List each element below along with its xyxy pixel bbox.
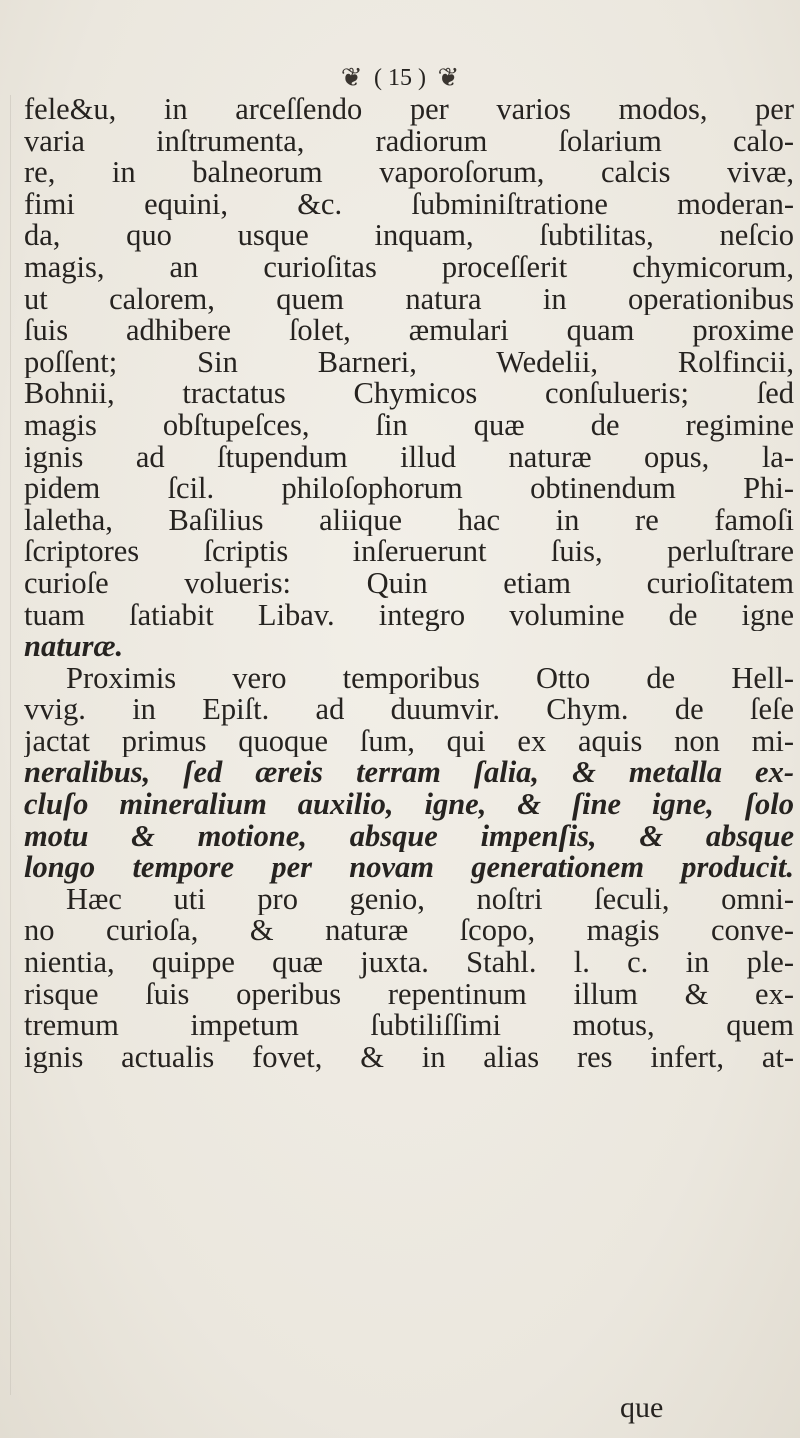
text-line: no curioſa, & naturæ ſcopo, magis conve- [24,915,794,948]
text-line: ſcriptores ſcriptis inſeruerunt ſuis, perluſtrare [24,536,794,568]
text-line: pidem ſcil. philoſophorum obtinendum Phi- [24,473,794,505]
page-header [0,56,800,98]
text-line: tremum impetum ſubtiliſſimi motus, quem [24,1010,794,1042]
page-number: ( 15 ) [374,65,426,92]
text-line: naturæ. [24,631,124,663]
page-margin-shadow [10,95,11,1395]
text-line: tuam ſatiabit Libav. integro volumine de igne [24,599,794,632]
text-line: curioſe volueris: Quin etiam curioſitatem [24,567,794,600]
text-line: Bohnii, tractatus Chymicos conſulueris; ſed [24,378,794,410]
text-line: fele&u, in arceſſendo per varios modos, per [24,94,794,126]
catchword: que [620,1391,664,1424]
text-line: motu & motione, absque impenſis, & absque [24,820,794,853]
text-line: re, in balneorum vaporoſorum, calcis vivæ, [24,157,794,189]
text-line: da, quo usque inquam, ſubtilitas, neſcio [24,220,794,252]
text-line: poſſent; Sin Barneri, Wedelii, Rolfincii, [24,346,794,379]
text-line: varia inſtrumenta, radiorum ſolarium calo- [24,125,794,158]
text-line: fimi equini, &c. ſubminiſtratione moderan- [24,188,794,221]
text-line: jactat primus quoque ſum, qui ex aquis non mi- [24,725,794,758]
text-line: magis obſtupeſces, ſin quæ de regimine [24,409,794,442]
right-ornament-icon: ❦ [437,63,460,93]
text-line: ſuis adhibere ſolet, æmulari quam proxime [24,315,794,347]
text-line: Proximis vero temporibus Otto de Hell- [66,662,794,695]
text-line: ignis actualis fovet, & in alias res infert, at- [24,1041,794,1074]
text-line: risque ſuis operibus repentinum illum & ex- [24,978,794,1011]
text-line: cluſo mineralium auxilio, igne, & ſine igne, ſolo [24,789,794,821]
text-line: Hæc uti pro genio, noſtri ſeculi, omni- [66,883,794,916]
text-line: longo tempore per novam generationem producit. [24,852,794,884]
text-line: laletha, Baſilius aliique hac in re famoſi [24,504,794,537]
text-line: magis, an curioſitas proceſſerit chymicorum, [24,251,794,284]
text-line: vvig. in Epiſt. ad duumvir. Chym. de ſeſe [24,694,794,726]
body-text [24,94,794,1073]
text-line: ignis ad ſtupendum illud naturæ opus, la- [24,441,794,474]
text-line: ut calorem, quem natura in operationibus [24,283,794,316]
text-line: neralibus, ſed æreis terram ſalia, & metalla ex- [24,757,794,790]
text-line: nientia, quippe quæ juxta. Stahl. l. c. in ple- [24,947,794,979]
left-ornament-icon: ❦ [340,63,363,93]
